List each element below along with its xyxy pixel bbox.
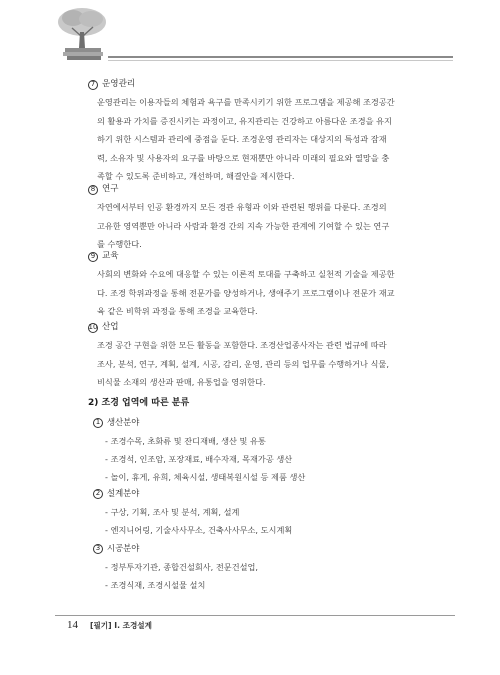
subsection-title xyxy=(93,542,413,555)
paragraph-line: 사회의 변화와 수요에 대응할 수 있는 이론적 토대를 구축하고 실천적 기술을 제공한 xyxy=(97,269,395,279)
section-title-text: 연구 xyxy=(102,184,119,194)
paragraph-line: 비식물 소재의 생산과 판매, 유통업을 영위한다. xyxy=(97,377,266,388)
heading-classification: 2) 조경 업역에 따른 분류 xyxy=(88,398,190,408)
subsection-title-text: 생산분야 xyxy=(107,417,140,427)
circled-number: 10 xyxy=(88,323,98,331)
paragraph-line: 조경 공간 구현을 위한 모든 활동을 포함한다. 조경산업종사자는 관련 법규에 따라 xyxy=(97,340,387,350)
section-research xyxy=(88,183,433,254)
list-item: - 놀이, 휴게, 유희, 체육시설, 생태복원시설 등 제품 생산 xyxy=(105,468,413,486)
paragraph-line: 고유한 영역뿐만 아니라 사람과 환경 간의 지속 가능한 관계에 기여할 수 있는 연구 xyxy=(97,220,390,231)
bullet-list xyxy=(105,432,413,486)
section-paragraph xyxy=(97,336,433,392)
section-title-text: 교육 xyxy=(102,251,119,261)
subsection-design xyxy=(93,487,413,539)
paragraph-line: 의 활용과 가치를 증진시키는 과정이고, 유지관리는 건강하고 아름다운 조경을 유지 xyxy=(97,115,392,126)
header-rule-thin xyxy=(108,60,453,61)
subsection-title-text: 설계분야 xyxy=(107,488,140,498)
tree-book-illustration xyxy=(55,6,109,66)
paragraph-line: 다. 조경 학위과정을 통해 전문가를 양성하거나, 생애주기 프로그램이나 전문가 재교 xyxy=(97,287,395,298)
section-title xyxy=(88,250,433,263)
list-item: - 조경석, 인조암, 포장재료, 배수자재, 목재가공 생산 xyxy=(105,450,413,468)
circled-number: 1 xyxy=(93,418,103,428)
subsection-title xyxy=(93,416,413,429)
subsection-production xyxy=(93,416,413,486)
subsection-title-text: 시공분야 xyxy=(107,543,140,553)
subsection-title xyxy=(93,487,413,500)
footer-chapter-label: [필기] I. 조경설계 xyxy=(90,620,152,630)
page-number: 14 xyxy=(67,619,78,631)
section-education xyxy=(88,250,433,321)
section-title xyxy=(88,183,433,196)
section-title xyxy=(88,78,433,91)
list-item: - 엔지니어링, 기술사사무소, 건축사사무소, 도시계획 xyxy=(105,521,413,539)
subsection-construction xyxy=(93,542,413,594)
section-operation-management xyxy=(88,78,433,186)
page-footer xyxy=(67,619,152,631)
list-item: - 정부투자기관, 종합건설회사, 전문건설업, xyxy=(105,558,413,576)
circled-number: 9 xyxy=(88,252,98,262)
circled-number: 7 xyxy=(88,80,98,90)
paragraph-line: 족할 수 있도록 준비하고, 개선하며, 해결안을 제시한다. xyxy=(97,171,295,182)
section-title-text: 산업 xyxy=(102,322,119,332)
paragraph-line: 를 수행한다. xyxy=(97,239,142,250)
circled-number: 2 xyxy=(93,489,103,499)
footer-rule xyxy=(55,615,455,616)
paragraph-line: 육 같은 비학위 과정을 통해 조경을 교육한다. xyxy=(97,306,258,317)
section-title-text: 운영관리 xyxy=(102,79,136,89)
section-industry xyxy=(88,321,433,392)
section-paragraph xyxy=(97,265,433,321)
header-rule xyxy=(108,56,453,58)
paragraph-line: 자연에서부터 인공 환경까지 모든 경관 유형과 이와 관련된 행위를 다룬다. 조경의 xyxy=(97,202,387,212)
section-paragraph xyxy=(97,93,433,186)
paragraph-line: 운영관리는 이용자들의 체험과 욕구를 만족시키기 위한 프로그램을 제공해 조경공간 xyxy=(97,97,395,107)
section-title xyxy=(88,321,433,334)
paragraph-line: 하기 위한 시스템과 관리에 중점을 둔다. 조경운영 관리자는 대상지의 특성과 잠재 xyxy=(97,134,387,145)
list-item: - 구상, 기획, 조사 및 분석, 계획, 설계 xyxy=(105,503,413,521)
section-paragraph xyxy=(97,198,433,254)
circled-number: 8 xyxy=(88,185,98,195)
paragraph-line: 조사, 분석, 연구, 계획, 설계, 시공, 감리, 운영, 관리 등의 업무를 수행하거나 식물, xyxy=(97,358,389,369)
list-item: - 조경식재, 조경시설물 설치 xyxy=(105,576,413,594)
bullet-list xyxy=(105,558,413,594)
bullet-list xyxy=(105,503,413,539)
list-item: - 조경수목, 초화류 및 잔디재배, 생산 및 유통 xyxy=(105,432,413,450)
paragraph-line: 력, 소유자 및 사용자의 요구를 바탕으로 현재뿐만 아니라 미래의 필요와 열망을 충 xyxy=(97,152,390,163)
circled-number: 3 xyxy=(93,544,103,554)
